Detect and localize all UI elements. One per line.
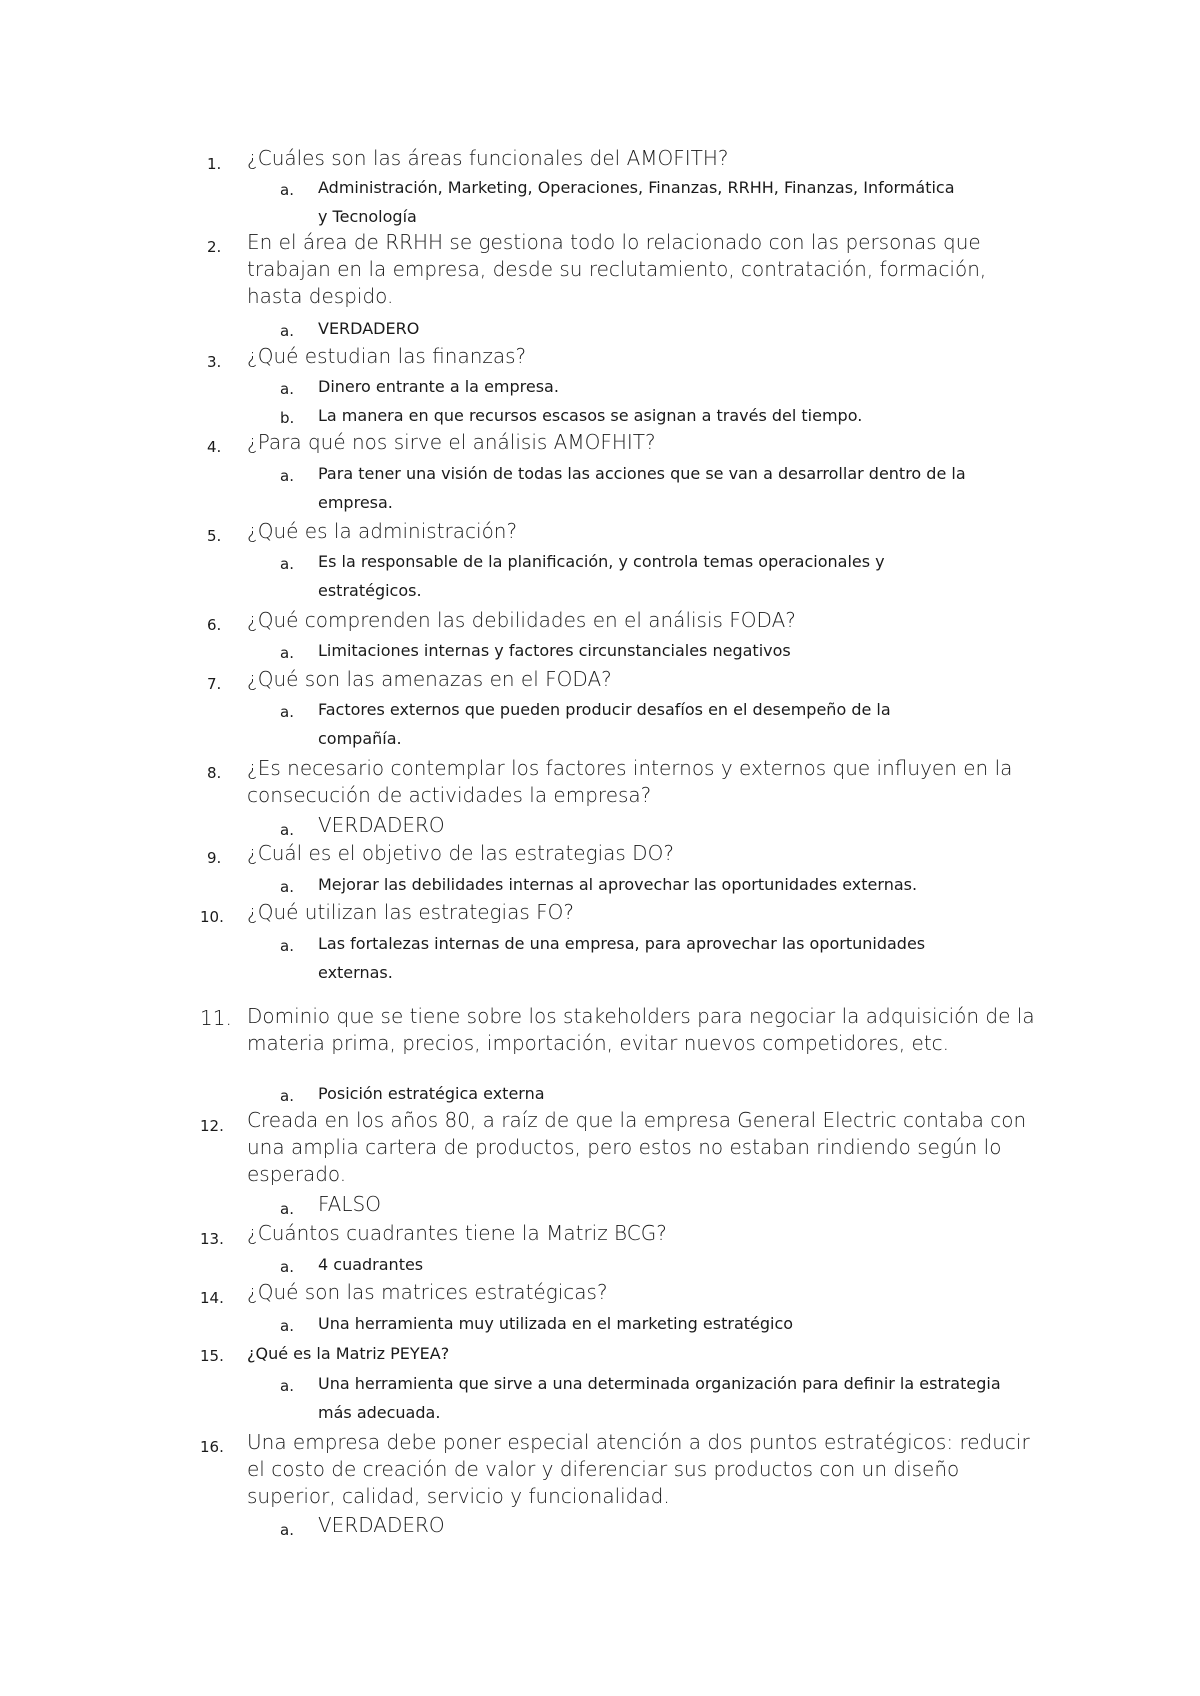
question-text: ¿Qué es la administración? xyxy=(247,519,518,543)
question-text: ¿Qué utilizan las estrategias FO? xyxy=(247,900,575,924)
answer-text: Posición estratégica externa xyxy=(318,1084,545,1103)
answer-text: Una herramienta muy utilizada en el marketing estratégico xyxy=(318,1314,794,1333)
answer-text: VERDADERO xyxy=(318,813,445,837)
answer-text: La manera en que recursos escasos se asignan a través del tiempo. xyxy=(318,406,863,425)
answer-label: a. xyxy=(280,937,294,955)
answer-text: Una herramienta que sirve a una determinada organización para definir la estrategia más adecuada. xyxy=(318,1374,1001,1422)
question-text: Dominio que se tiene sobre los stakeholders para negociar la adquisición de la materia prima, precios, importación, evitar nuevos competidores, etc. xyxy=(247,1004,1035,1055)
question-text: ¿Qué estudian las finanzas? xyxy=(247,344,527,368)
question-text: ¿Es necesario contemplar los factores internos y externos que influyen en la consecución de actividades la empresa? xyxy=(247,756,1013,807)
answer-text: Mejorar las debilidades internas al aprovechar las oportunidades externas. xyxy=(318,875,918,894)
answer-label: a. xyxy=(280,703,294,721)
item-number: 10. xyxy=(200,908,224,926)
answer-label: a. xyxy=(280,1317,294,1335)
answer-label: a. xyxy=(280,821,294,839)
answer-label: a. xyxy=(280,1377,294,1395)
item-number: 5. xyxy=(207,527,222,545)
item-number: 15. xyxy=(200,1347,224,1365)
answer-text: Dinero entrante a la empresa. xyxy=(318,377,559,396)
question-text: Creada en los años 80, a raíz de que la empresa General Electric contaba con una amplia cartera de productos, pero estos no estaban rindiendo según lo esperado. xyxy=(247,1108,1027,1186)
question-text: ¿Qué comprenden las debilidades en el análisis FODA? xyxy=(247,608,796,632)
question-text: ¿Cuáles son las áreas funcionales del AMOFITH? xyxy=(247,146,729,170)
answer-label: a. xyxy=(280,322,294,340)
answer-text: 4 cuadrantes xyxy=(318,1255,424,1274)
item-number: 11. xyxy=(200,1006,232,1030)
answer-text: Las fortalezas internas de una empresa, para aprovechar las oportunidades externas. xyxy=(318,934,926,982)
question-text: ¿Qué son las amenazas en el FODA? xyxy=(247,667,612,691)
item-number: 12. xyxy=(200,1117,224,1135)
answer-text: Para tener una visión de todas las acciones que se van a desarrollar dentro de la empresa. xyxy=(318,464,966,512)
question-text: En el área de RRHH se gestiona todo lo relacionado con las personas que trabajan en la empresa, desde su reclutamiento, contratación, formación, hasta despido. xyxy=(247,230,987,308)
answer-text: VERDADERO xyxy=(318,1513,445,1537)
question-text: ¿Qué son las matrices estratégicas? xyxy=(247,1280,608,1304)
question-text: ¿Cuántos cuadrantes tiene la Matriz BCG? xyxy=(247,1221,667,1245)
answer-label: b. xyxy=(280,409,295,427)
answer-label: a. xyxy=(280,1521,294,1539)
item-number: 8. xyxy=(207,764,222,782)
answer-label: a. xyxy=(280,555,294,573)
answer-label: a. xyxy=(280,644,294,662)
item-number: 9. xyxy=(207,849,222,867)
answer-text: Administración, Marketing, Operaciones, Finanzas, RRHH, Finanzas, Informática y Tecnología xyxy=(318,178,955,226)
item-number: 13. xyxy=(200,1230,224,1248)
item-number: 2. xyxy=(207,238,222,256)
item-number: 6. xyxy=(207,616,222,634)
answer-text: Limitaciones internas y factores circunstanciales negativos xyxy=(318,641,791,660)
item-number: 4. xyxy=(207,438,222,456)
answer-label: a. xyxy=(280,1087,294,1105)
answer-label: a. xyxy=(280,1200,294,1218)
question-text: ¿Qué es la Matriz PEYEA? xyxy=(247,1344,450,1363)
answer-label: a. xyxy=(280,467,294,485)
answer-label: a. xyxy=(280,181,294,199)
question-text: ¿Cuál es el objetivo de las estrategias DO? xyxy=(247,841,674,865)
answer-text: Es la responsable de la planificación, y controla temas operacionales y estratégicos. xyxy=(318,552,885,600)
item-number: 7. xyxy=(207,675,222,693)
answer-label: a. xyxy=(280,878,294,896)
question-text: Una empresa debe poner especial atención a dos puntos estratégicos: reducir el costo de creación de valor y diferenciar sus productos con un diseño superior, calidad, servicio y funcionalidad. xyxy=(247,1430,1030,1508)
answer-text: Factores externos que pueden producir desafíos en el desempeño de la compañía. xyxy=(318,700,891,748)
answer-text: FALSO xyxy=(318,1192,381,1216)
answer-label: a. xyxy=(280,380,294,398)
item-number: 14. xyxy=(200,1289,224,1307)
question-text: ¿Para qué nos sirve el análisis AMOFHIT? xyxy=(247,430,656,454)
item-number: 1. xyxy=(207,155,222,173)
item-number: 3. xyxy=(207,353,222,371)
answer-label: a. xyxy=(280,1258,294,1276)
item-number: 16. xyxy=(200,1438,224,1456)
answer-text: VERDADERO xyxy=(318,319,420,338)
